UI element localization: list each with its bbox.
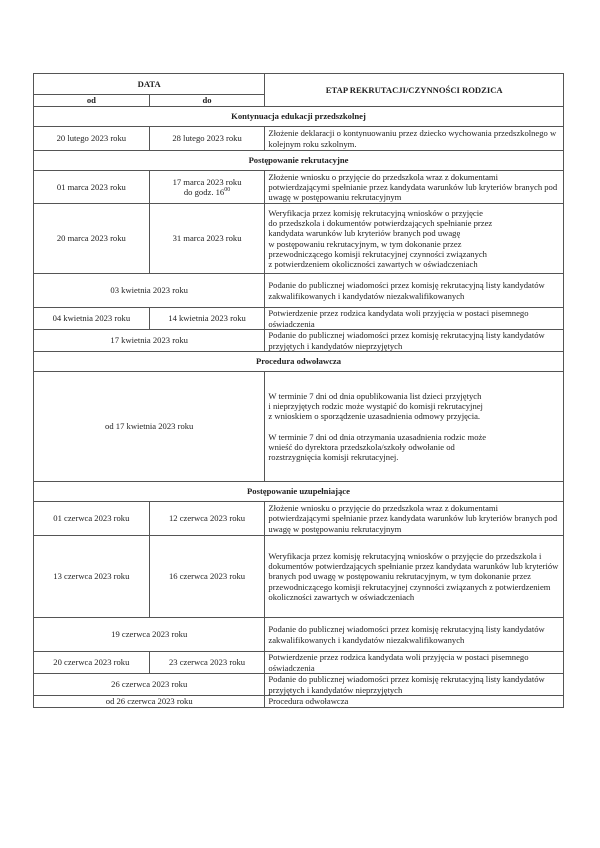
- stage-description: Potwierdzenie przez rodzica kandydata woli przyjęcia w postaci pisemnego oświadczenia: [265, 308, 564, 330]
- stage-description: Podanie do publicznej wiadomości przez komisję rekrutacyjną listy kandydatów zakwalifikowanych i kandydatów niezakwalifikowanych: [265, 274, 564, 308]
- appeal-paragraph-2: W terminie 7 dni od dnia otrzymania uzasadnienia rodzic może wnieść do dyrektora przedszkola/szkoły odwołanie od rozstrzygnięcia komisji rekrutacyjnej.: [268, 431, 487, 462]
- header-to: do: [149, 95, 265, 107]
- table-row: [34, 652, 564, 674]
- table-row: [34, 618, 564, 652]
- date-to: 12 czerwca 2023 roku: [149, 502, 265, 536]
- recruitment-schedule-table: [33, 73, 564, 708]
- stage-description: Potwierdzenie przez rodzica kandydata woli przyjęcia w postaci pisemnego oświadczenia: [265, 652, 564, 674]
- header-from: od: [34, 95, 150, 107]
- section-supplementary: Postępowanie uzupełniające: [34, 482, 564, 502]
- table-row: [34, 171, 564, 204]
- date-to: 14 kwietnia 2023 roku: [149, 308, 265, 330]
- date-from: 20 lutego 2023 roku: [34, 127, 150, 151]
- header-stage: ETAP REKRUTACJI/CZYNNOŚCI RODZICA: [265, 74, 564, 107]
- date-from: 01 czerwca 2023 roku: [34, 502, 150, 536]
- date-single: 03 kwietnia 2023 roku: [34, 274, 265, 308]
- stage-description: Podanie do publicznej wiadomości przez komisję rekrutacyjną listy kandydatów przyjętych i kandydatów nieprzyjętych: [265, 674, 564, 696]
- date-from: 20 czerwca 2023 roku: [34, 652, 150, 674]
- stage-description: Podanie do publicznej wiadomości przez komisję rekrutacyjną listy kandydatów zakwalifikowanych i kandydatów niezakwalifikowanych: [265, 618, 564, 652]
- date-to: [149, 171, 265, 204]
- date-to-line1: 17 marca 2023 roku: [172, 176, 242, 187]
- table-row: [34, 536, 564, 618]
- section-recruitment: Postępowanie rekrutacyjne: [34, 151, 564, 171]
- section-row: [34, 151, 564, 171]
- table-row: [34, 502, 564, 536]
- date-from: 01 marca 2023 roku: [34, 171, 150, 204]
- section-row: [34, 107, 564, 127]
- stage-description: Złożenie wniosku o przyjęcie do przedszkola wraz z dokumentami potwierdzającymi spełnianie przez kandydata warunków lub kryteriów branych pod uwagę w postępowaniu rekrutacyjnym: [265, 171, 564, 204]
- table-row: [34, 696, 564, 708]
- stage-description: Złożenie deklaracji o kontynuowaniu przez dziecko wychowania przedszkolnego w kolejnym roku szkolnym.: [265, 127, 564, 151]
- date-to: 28 lutego 2023 roku: [149, 127, 265, 151]
- date-to: 23 czerwca 2023 roku: [149, 652, 265, 674]
- date-to: 31 marca 2023 roku: [149, 204, 265, 274]
- section-continuation: Kontynuacja edukacji przedszkolnej: [34, 107, 564, 127]
- stage-description: Weryfikacja przez komisję rekrutacyjną wniosków o przyjęcie do przedszkola i dokumentów potwierdzających spełnianie przez kandydata warunków lub kryteriów branych pod uwagę w postępowaniu rekrutacyjnym, w tym dokonanie przez przewodniczącego komisji rekrutacyjnej czynności związanych z potwierdzeniem okoliczności zawartych w oświadczeniach: [265, 204, 564, 274]
- stage-description: Weryfikacja przez komisję rekrutacyjną wniosków o przyjęcie do przedszkola i dokumentów potwierdzających spełnianie przez kandydata warunków lub kryteriów branych pod uwagę w postępowaniu rekrutacyjnym, w tym dokonanie przez przewodniczącego komisji rekrutacyjnej czynności związanych z potwierdzeniem okoliczności zawartych w oświadczeniach: [265, 536, 564, 618]
- date-single: 26 czerwca 2023 roku: [34, 674, 265, 696]
- header-row: [34, 74, 564, 95]
- date-single: od 26 czerwca 2023 roku: [34, 696, 265, 708]
- stage-description: Podanie do publicznej wiadomości przez komisję rekrutacyjną listy kandydatów przyjętych i kandydatów nieprzyjętych: [265, 330, 564, 352]
- section-appeal: Procedura odwoławcza: [34, 352, 564, 372]
- date-single: od 17 kwietnia 2023 roku: [34, 372, 265, 482]
- table-row: [34, 274, 564, 308]
- header-data: DATA: [34, 74, 265, 95]
- section-row: [34, 482, 564, 502]
- table-row: [34, 330, 564, 352]
- table-row: [34, 674, 564, 696]
- date-from: 04 kwietnia 2023 roku: [34, 308, 150, 330]
- date-single: 17 kwietnia 2023 roku: [34, 330, 265, 352]
- stage-description: [265, 372, 564, 482]
- date-single: 19 czerwca 2023 roku: [34, 618, 265, 652]
- date-from: 20 marca 2023 roku: [34, 204, 150, 274]
- date-to: 16 czerwca 2023 roku: [149, 536, 265, 618]
- hour-superscript: 00: [224, 187, 231, 194]
- table-row: [34, 204, 564, 274]
- table-row: [34, 127, 564, 151]
- appeal-paragraph-1: W terminie 7 dni od dnia opublikowania list dzieci przyjętych i nieprzyjętych rodzic może wystąpić do komisji rekrutacyjnej z wnioskiem o sporządzenie uzasadnienia odmowy przyjęcia.: [268, 391, 483, 422]
- date-from: 13 czerwca 2023 roku: [34, 536, 150, 618]
- stage-description: Procedura odwoławcza: [265, 696, 564, 708]
- stage-description: Złożenie wniosku o przyjęcie do przedszkola wraz z dokumentami potwierdzającymi spełnianie przez kandydata warunków lub kryteriów branych pod uwagę w postępowaniu rekrutacyjnym: [265, 502, 564, 536]
- date-to-line2: do godz. 16: [183, 187, 225, 197]
- table-row: [34, 372, 564, 482]
- table-row: [34, 308, 564, 330]
- section-row: [34, 352, 564, 372]
